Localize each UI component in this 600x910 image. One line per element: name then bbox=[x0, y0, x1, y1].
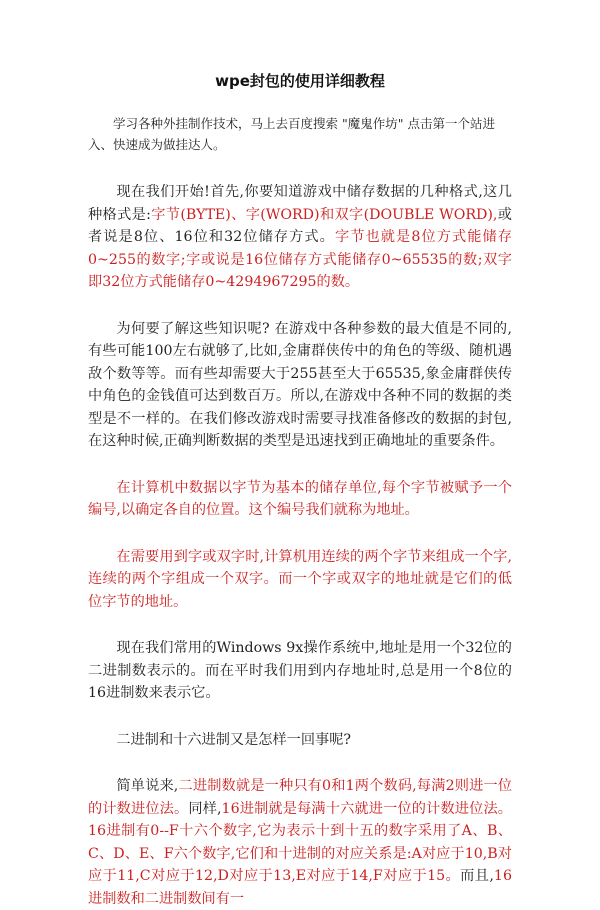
highlighted-text: 字节(BYTE)、字(WORD)和双字(DOUBLE WORD), bbox=[150, 206, 498, 223]
body-text: 而且, bbox=[460, 868, 494, 884]
body-paragraph bbox=[88, 546, 512, 614]
body-text: 同样, bbox=[188, 800, 222, 817]
body-paragraph bbox=[88, 318, 512, 453]
body-text: 或者说是8位、16位和32位储存方式。 bbox=[88, 206, 512, 245]
highlighted-text: 二进制数就是一种只有0和1两个数码,每满2则进一位的计数进位法。 bbox=[88, 778, 513, 817]
intro-note: 学习各种外挂制作技术，马上去百度搜索 "魔鬼作坊" 点击第一个站进入、快速成为做挂达人。 bbox=[88, 116, 495, 152]
body-text: 简单说来, bbox=[116, 778, 179, 794]
body-paragraph bbox=[88, 477, 512, 522]
body-text: 二进制和十六进制又是怎样一回事呢? bbox=[116, 731, 351, 748]
body-text: 现在我们常用的Windows 9x操作系统中,地址是用一个32位的二进制数表示的。而在平时我们用到内存地址时,总是用一个8位的16进制数来表示它。 bbox=[88, 640, 512, 701]
highlighted-text: 16进制数和二进制数间有一 bbox=[88, 868, 512, 907]
body-paragraph bbox=[88, 729, 512, 752]
document-title: wpe封包的使用详细教程 bbox=[215, 72, 385, 90]
highlighted-text: 在计算机中数据以字节为基本的储存单位,每个字节被赋予一个编号,以确定各自的位置。这个编号我们就称为地址。 bbox=[88, 479, 512, 518]
highlighted-text: 字节也就是8位方式能储存0~255的数字;字或说是16位储存方式能储存0~65535的数;双字即32位方式能储存0~4294967295的数。 bbox=[88, 229, 512, 290]
body-paragraph bbox=[88, 181, 512, 294]
body-text: 现在我们开始!首先,你要知道游戏中储存数据的几种格式,这几种格式是: bbox=[88, 184, 512, 223]
highlighted-text: 在需要用到字或双字时,计算机用连续的两个字节来组成一个字,连续的两个字组成一个双字。而一个字或双字的地址就是它们的低位字节的地址。 bbox=[88, 548, 512, 610]
document-body bbox=[88, 181, 512, 910]
body-text: 为何要了解这些知识呢? 在游戏中各种参数的最大值是不同的,有些可能100左右就够了,比如,金庸群侠传中的角色的等级、随机遇敌个数等等。而有些却需要大于255甚至大于65535,象金庸群侠传中角色的金钱值可达到数百万。所以,在游戏中各种不同的数据的类型是不一样的。在我们修改游戏时需要寻找准备修改的数据的封包,在这种时候,正确判断数据的类型是迅速找到正确地址的重要条件。 bbox=[88, 320, 512, 449]
body-paragraph bbox=[88, 775, 512, 910]
highlighted-text: 16进制就是每满十六就进一位的计数进位法。16进制有0--F十六个数字,它为表示十到十五的数字采用了A、B、C、D、E、F六个数字,它们和十进制的对应关系是:A对应于10,B对应于11,C对应于12,D对应于13,E对应于14,F对应于15。 bbox=[88, 800, 512, 884]
body-paragraph bbox=[88, 637, 512, 705]
